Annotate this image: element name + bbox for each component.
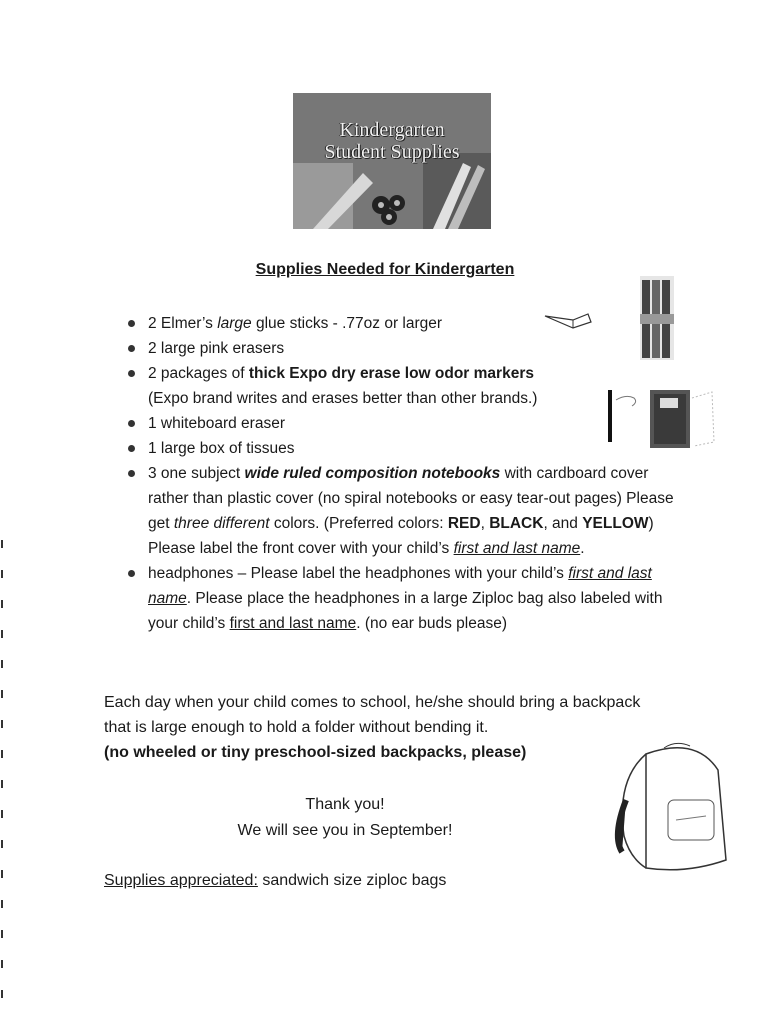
- backpack-paragraph: Each day when your child comes to school, he/she should bring a backpack that is large enough to hold a folder without bending it. (no wheeled or tiny preschool-sized backpacks, please): [104, 694, 641, 761]
- list-item: 3 one subject wide ruled composition notebooks with cardboard cover rather than plastic cover (no spiral notebooks or easy tear-out pages) Please get three different colors. (Preferred colors: RED, BLACK, and YELLOW) Please label the front cover with your child’s first and last name.: [0, 461, 693, 561]
- bullet-icon: [128, 370, 135, 377]
- list-item: 1 large box of tissues: [0, 436, 693, 461]
- bullet-icon: [128, 320, 135, 327]
- bullet-icon: [128, 470, 135, 477]
- header-line-1: Kindergarten: [339, 119, 445, 141]
- header-image: [293, 93, 491, 229]
- thank-you: Thank you! We will see you in September!: [237, 796, 453, 839]
- supply-list: [0, 311, 770, 636]
- list-item: 1 whiteboard eraser: [0, 411, 693, 436]
- list-item: 2 large pink erasers: [0, 336, 693, 361]
- bullet-icon: [128, 570, 135, 577]
- bullet-icon: [128, 345, 135, 352]
- header-line-2: Student Supplies: [324, 141, 460, 163]
- list-item: 2 packages of thick Expo dry erase low odor markers (Expo brand writes and erases better than other brands.): [0, 361, 693, 411]
- supplies-appreciated: Supplies appreciated: sandwich size ziploc bags: [104, 872, 447, 889]
- bullet-icon: [128, 420, 135, 427]
- margin-marks: [0, 540, 4, 1000]
- list-item: headphones – Please label the headphones with your child’s first and last name. Please place the headphones in a large Ziploc bag also labeled with your child’s first and last name. (no ear buds please): [0, 561, 693, 636]
- bullet-icon: [128, 445, 135, 452]
- page-title: Supplies Needed for Kindergarten: [255, 261, 515, 278]
- list-item: 2 Elmer’s large glue sticks - .77oz or larger: [0, 311, 693, 336]
